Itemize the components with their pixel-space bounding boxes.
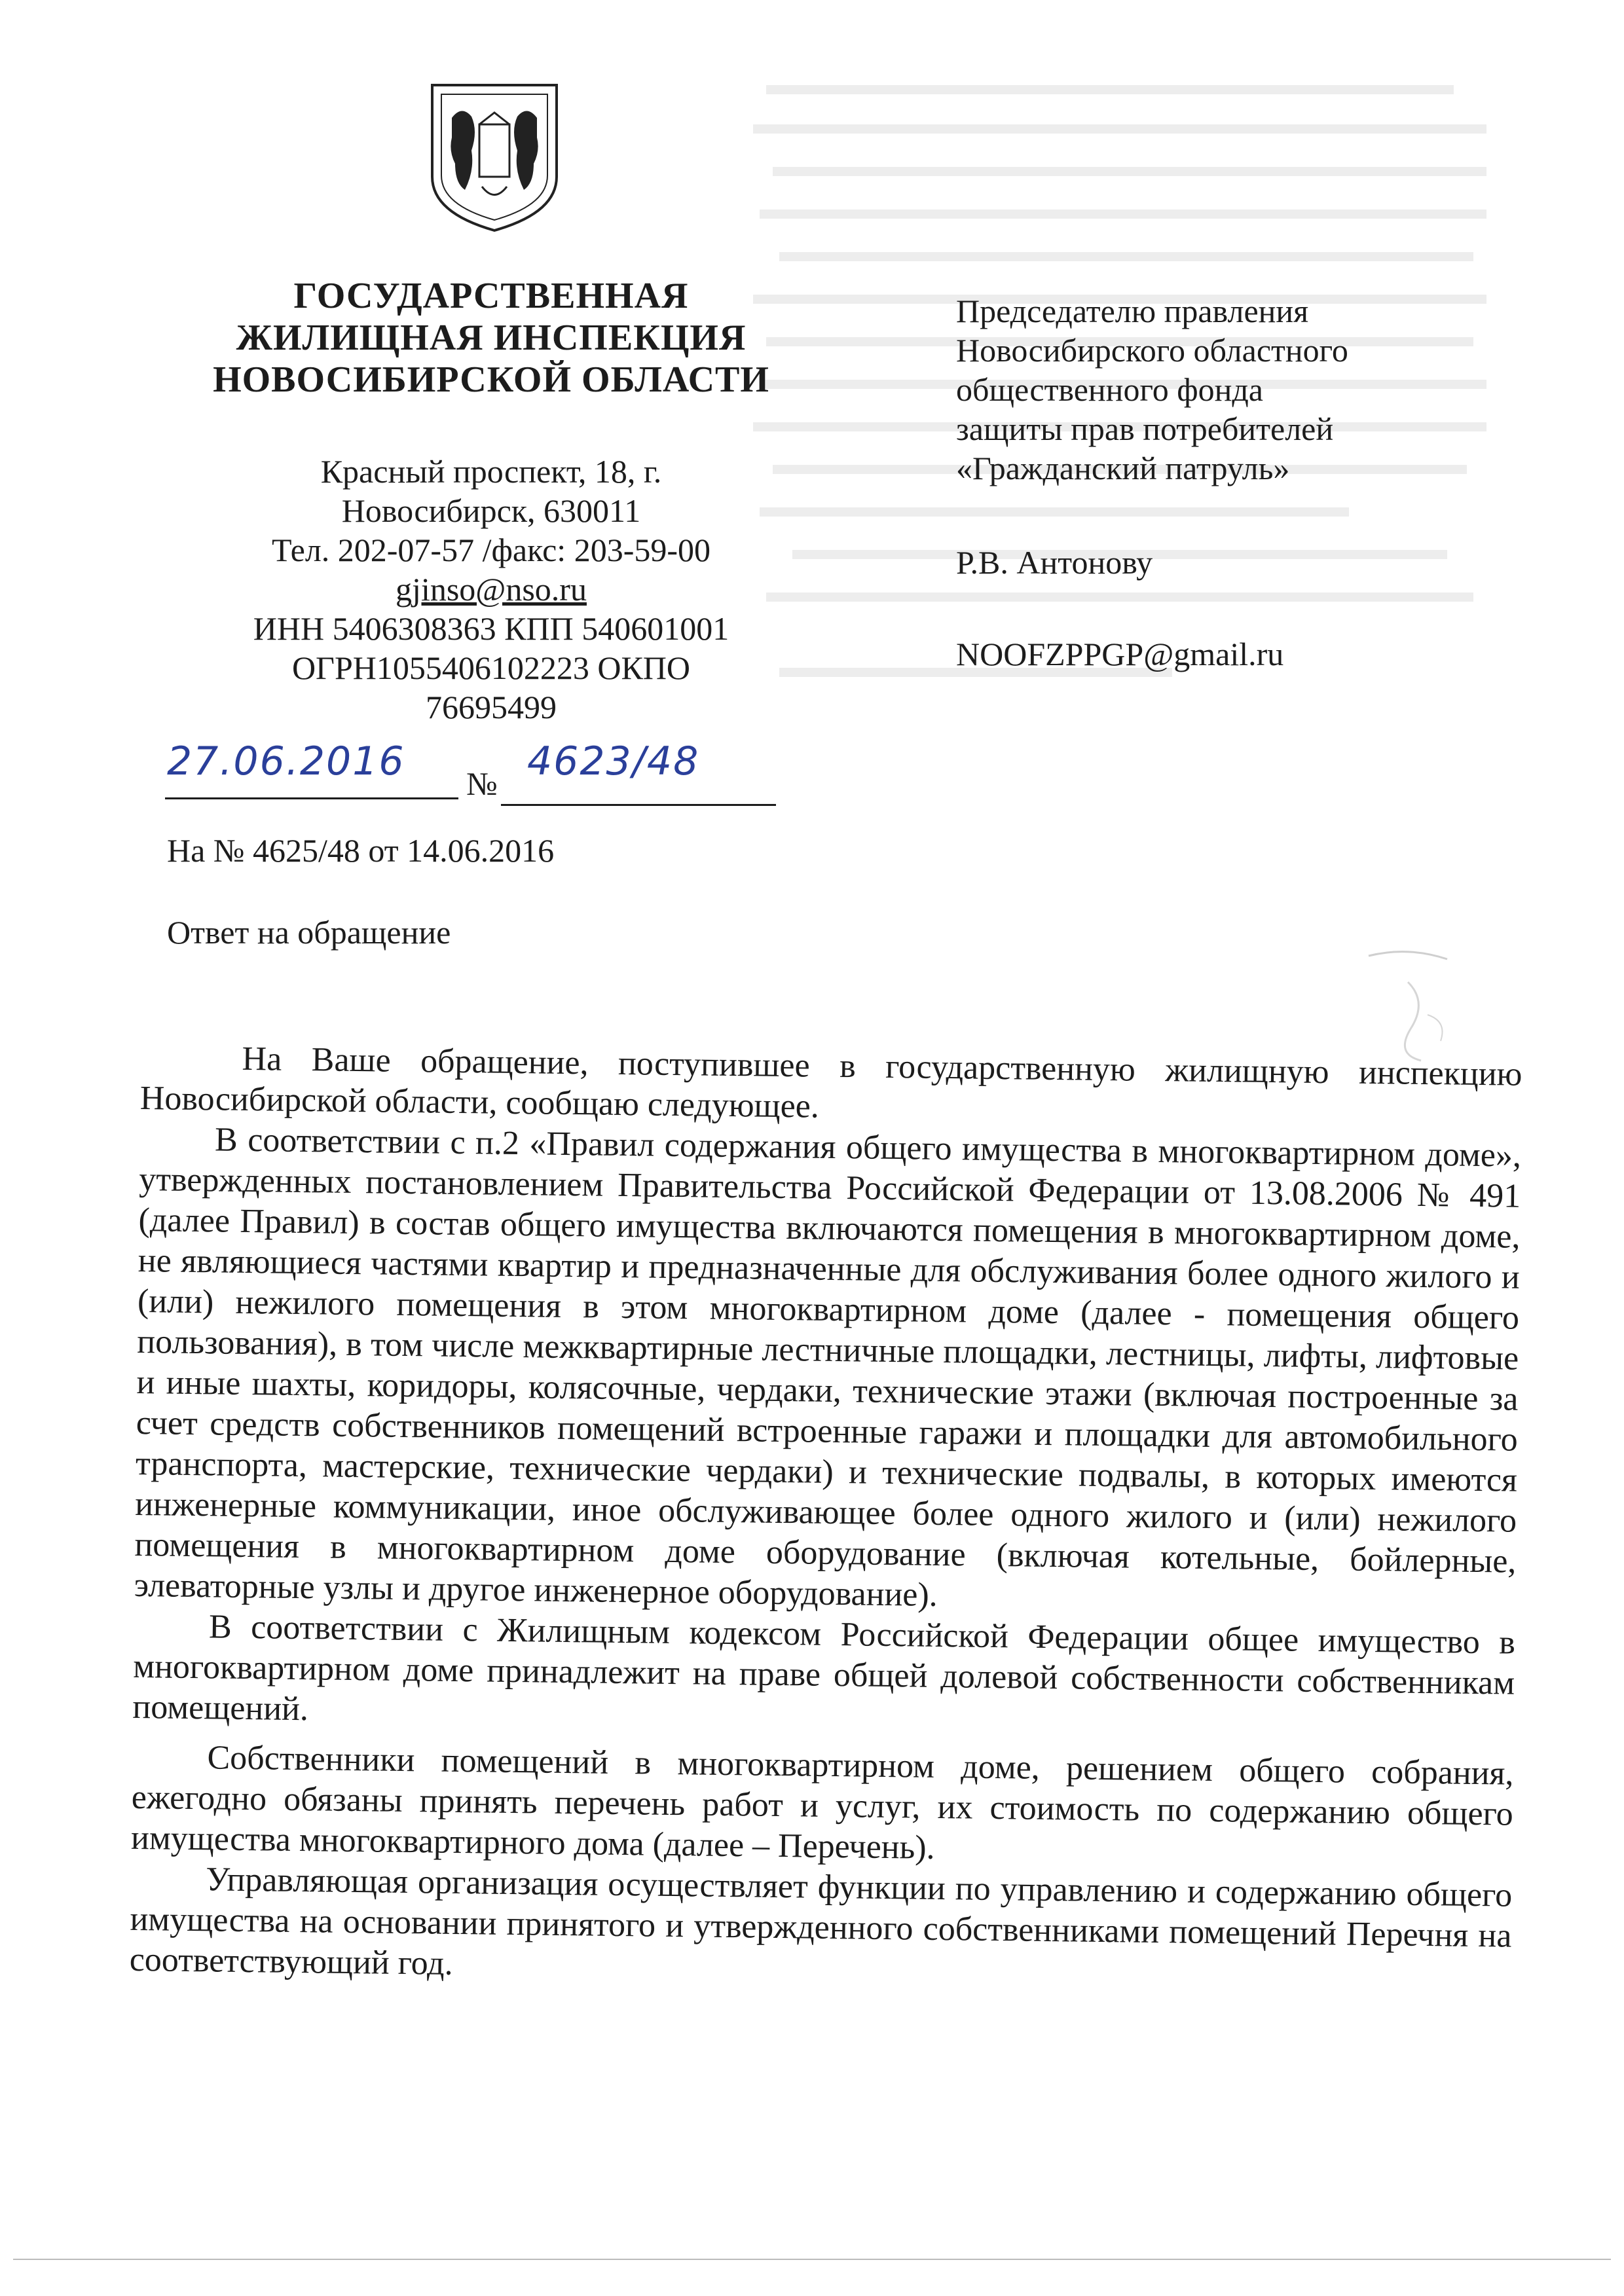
addressee-block: [956, 291, 1545, 488]
letter-subject: Ответ на обращение: [167, 914, 451, 951]
org-email-link[interactable]: gjinso@nso.ru: [396, 571, 587, 608]
body-paragraph-1: На Ваше обращение, поступившее в государственную жилищную инспекцию Новосибирской области, сообщаю следующее.: [139, 1040, 1522, 1125]
addressee-line-2: Новосибирского областного: [956, 332, 1348, 369]
organization-name: [157, 275, 825, 401]
organization-contacts: [157, 452, 825, 727]
letter-body: [129, 1038, 1522, 1997]
body-paragraph-5: Управляющая организация осуществляет функции по управлению и содержанию общего имущества на основании принятого и утвержденного собственниками помещений Перечня на соответствующий год.: [129, 1861, 1513, 1982]
org-name-line-3: НОВОСИБИРСКОЙ ОБЛАСТИ: [213, 359, 769, 400]
addressee-name: Р.В. Антонову: [956, 544, 1153, 581]
reference-line: На № 4625/48 от 14.06.2016: [167, 832, 555, 869]
scan-edge-line: [13, 2259, 1611, 2260]
org-name-line-2: ЖИЛИЩНАЯ ИНСПЕКЦИЯ: [236, 318, 747, 358]
body-paragraph-3: В соответствии с Жилищным кодексом Российской Федерации общее имущество в многоквартирном доме принадлежит на праве общей долевой собственности собственникам помещений.: [132, 1608, 1516, 1728]
address-line-2: Новосибирск, 630011: [341, 492, 641, 529]
phone-fax: Тел. 202-07-57 /факс: 203-59-00: [272, 532, 710, 568]
okpo-code: 76695499: [426, 689, 557, 725]
ogrn-okpo: ОГРН1055406102223 ОКПО: [291, 649, 691, 686]
address-line-1: Красный проспект, 18, г.: [320, 453, 662, 490]
number-sign: №: [466, 765, 498, 802]
handwritten-date: 27.06.2016: [167, 738, 405, 784]
addressee-line-4: защиты прав потребителей: [956, 410, 1334, 447]
addressee-email[interactable]: NOOFZPPGP@gmail.ru: [956, 636, 1284, 672]
coat-of-arms-emblem: [426, 79, 563, 236]
date-underline: [165, 797, 458, 799]
number-underline: [501, 804, 776, 806]
addressee-line-5: «Гражданский патруль»: [956, 450, 1290, 486]
addressee-line-1: Председателю правления: [956, 293, 1309, 329]
inn-kpp: ИНН 5406308363 КПП 540601001: [253, 610, 729, 647]
addressee-line-3: общественного фонда: [956, 371, 1263, 408]
body-paragraph-2: В соответствии с п.2 «Правил содержания общего имущества в многоквартирном доме», утвержденных постановлением Правительства Российской Федерации от 13.08.2006 № 491 (далее Правил) в состав общего имущества включаются помещения в многоквартирном доме, не являющиеся частями квартир и предназначенные для обслуживания более одного жилого и (или) нежилого помещения в этом многоквартирном доме (далее - помещения общего пользования), в том числе межквартирные лестничные площадки, лестницы, лифты, лифтовые и иные шахты, коридоры, колясочные, чердаки, технические этажи (включая построенные за счет средств собственников помещений встроенные гаражи и площадки для автомобильного транспорта, мастерские, технические чердаки) и технические подвалы, в которых имеются инженерные коммуникации, иное обслуживающее более одного жилого и (или) нежилого помещения в многоквартирном доме оборудование (включая котельные, бойлерные, элеваторные узлы и другое инженерное оборудование).: [134, 1121, 1522, 1614]
org-name-line-1: ГОСУДАРСТВЕННАЯ: [293, 276, 689, 316]
body-paragraph-4: Собственники помещений в многоквартирном доме, решением общего собрания, ежегодно обязаны принять перечень работ и услуг, их стоимость по содержанию общего имущества многоквартирного дома (далее – Перечень).: [130, 1739, 1514, 1867]
handwritten-number: 4623/48: [527, 738, 700, 784]
